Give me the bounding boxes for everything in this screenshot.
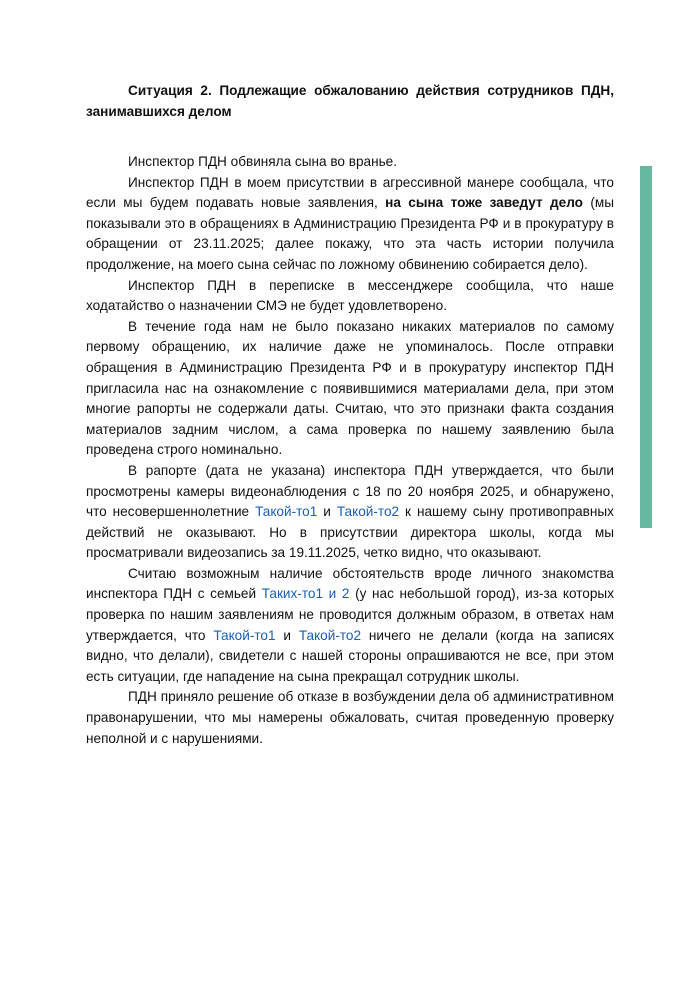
text-run: В рапорте (дата не указана) инспектора ПДН утверждается, что были просмотрены камеры видеонаблюдения с 18 по 20 ноября 2025, и обнаружено, что несовершеннолетние [86, 462, 614, 520]
text-run: к нашему сыну противоправных действий не оказывают. Но в присутствии директора школы, когда мы просматривали видеозапись за 19.11.2025, четко видно, что оказывают. [86, 504, 614, 561]
paragraph-messenger: Инспектор ПДН в переписке в мессенджере сообщила, что наше ходатайство о назначении СМЭ не будет удовлетворено. [86, 277, 614, 314]
name-link-2[interactable]: Такой-то2 [298, 627, 362, 643]
text-run: Инспектор ПДН в моем присутствии в агрессивной манере сообщала, что если мы будем подавать новые заявления, [86, 174, 614, 211]
family-link[interactable]: Таких-то1 и 2 [261, 586, 350, 602]
document-page [86, 80, 614, 749]
paragraph-report [86, 461, 614, 564]
bold-emphasis: на сына тоже заведут дело [385, 195, 583, 211]
name-link-1[interactable]: Такой-то1 [213, 627, 276, 643]
paragraph-acquaintance [86, 564, 614, 688]
name-link-2[interactable]: Такой-то2 [336, 504, 400, 520]
text-run: и [275, 627, 299, 643]
text-run: (мы показывали это в обращениях в Администрацию Президента РФ и в прокуратуру в обращении от 23.11.2025; далее покажу, что эта часть истории получила продолжение, на моего сына сейчас по ложному обвинению собирается дело). [86, 195, 615, 272]
text-run: и [317, 504, 337, 520]
side-accent-bar [640, 166, 652, 528]
paragraph-decision: ПДН приняло решение об отказе в возбуждении дела об административном правонарушении, что мы намерены обжаловать, считая проведенную проверку неполной и с нарушениями. [86, 689, 614, 746]
name-link-1[interactable]: Такой-то1 [255, 504, 318, 520]
text-run: Считаю возможным наличие обстоятельств вроде личного знакомства инспектора ПДН с семьей [86, 565, 614, 602]
paragraph-materials: В течение года нам не было показано никаких материалов по самому первому обращению, их наличие даже не упоминалось. После отправки обращения в Администрацию Президента РФ и в прокуратуру инспектор ПДН пригласила нас на ознакомление с появившимися материалами дела, при этом многие рапорты не содержали даты. Считаю, что это признаки факта создания материалов задним числом, а сама проверка по нашему заявлению была проведена строго номинально. [86, 318, 614, 458]
text-run: ничего не делали (когда на записях видно, что делали), свидетели с нашей стороны опрашиваются не все, при этом есть ситуации, где нападение на сына прекращал сотрудник школы. [86, 627, 614, 684]
paragraph-accusation: Инспектор ПДН обвиняла сына во вранье. [128, 154, 398, 169]
paragraph-threat [86, 173, 614, 276]
section-title: Ситуация 2. Подлежащие обжалованию действия сотрудников ПДН, занимавшихся делом [86, 83, 614, 119]
text-run: (у нас небольшой город), из-за которых проверка по нашим заявлениям не проводится должным образом, в ответах нам утверждается, что [86, 586, 614, 643]
